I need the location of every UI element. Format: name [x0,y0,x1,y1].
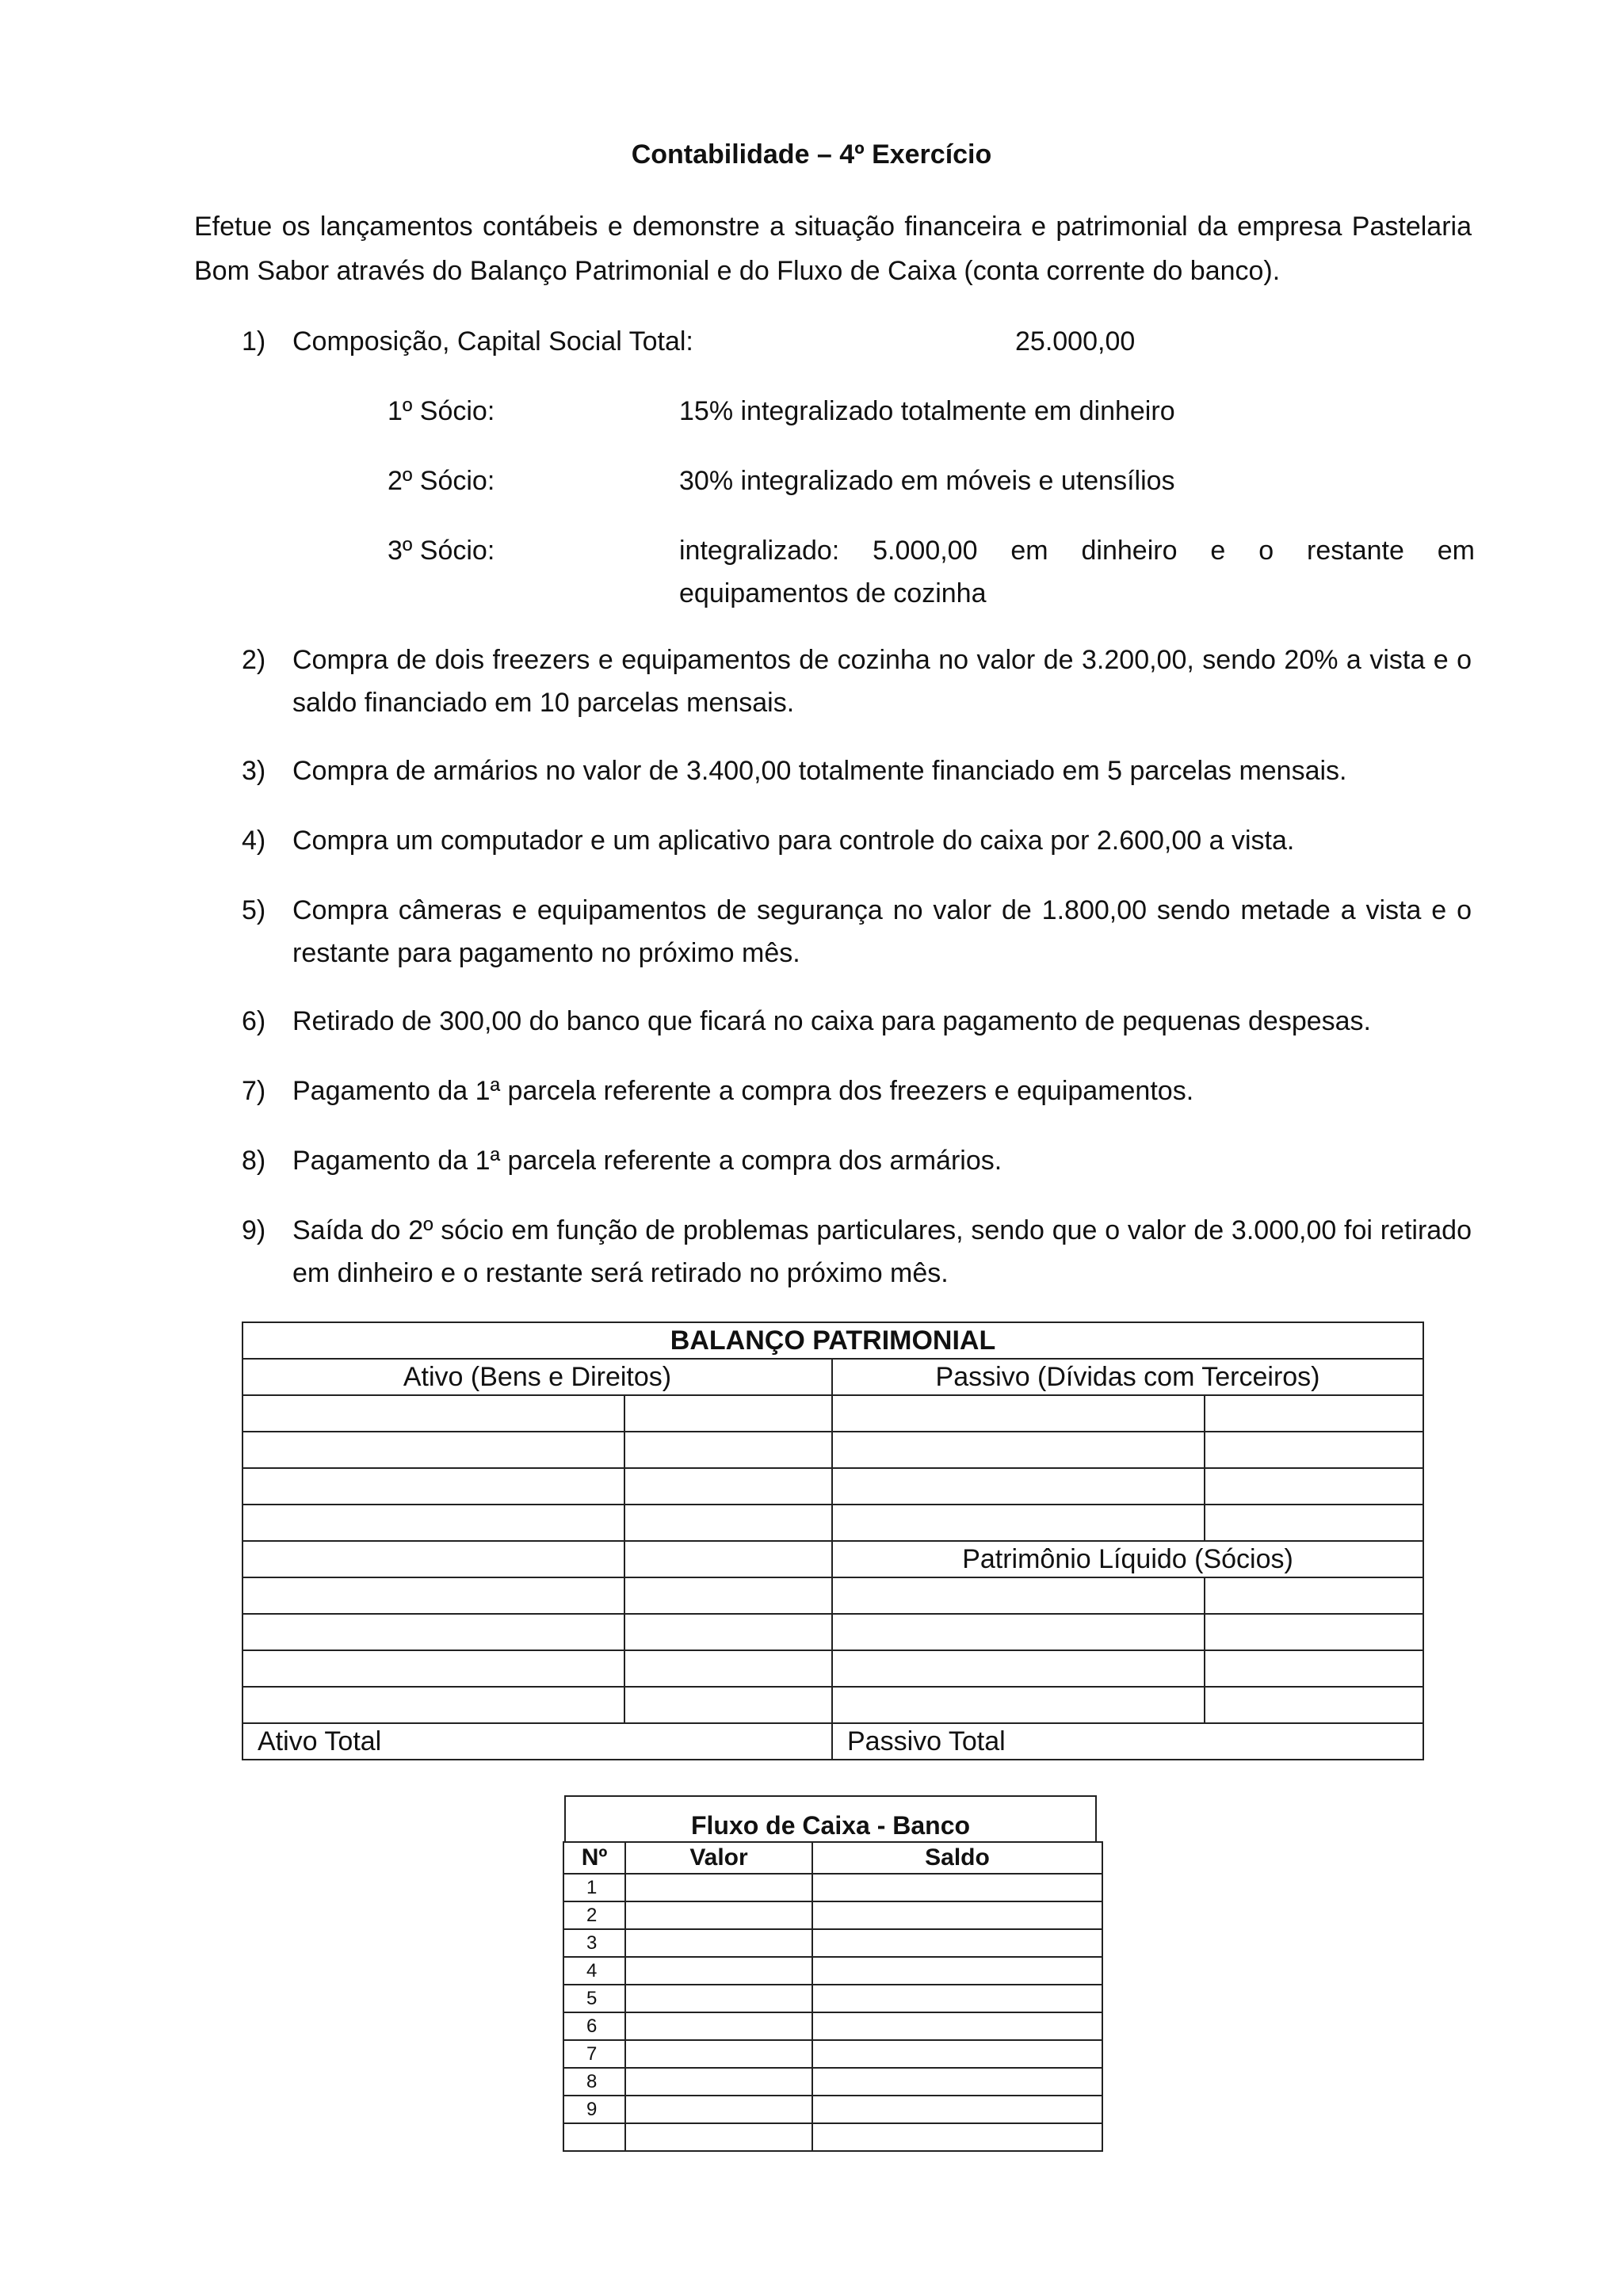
row-number: 4 [563,1957,625,1985]
row-number: 3 [563,1929,625,1957]
item-text: Compra um computador e um aplicativo para controle do caixa por 2.600,00 a vista. [292,826,1295,856]
fluxo-caixa-title: Fluxo de Caixa - Banco [564,1795,1097,1841]
pl-account-cell[interactable] [832,1577,1205,1614]
table-row [563,1957,1102,1985]
ativo-account-cell[interactable] [242,1432,624,1468]
table-row [242,1541,1423,1577]
col-saldo-header: Saldo [812,1842,1102,1874]
item-number: 6) [242,1006,266,1036]
valor-cell[interactable] [625,1929,812,1957]
pl-value-cell[interactable] [1205,1650,1423,1687]
ativo-account-cell[interactable] [242,1468,624,1505]
ativo-account-cell[interactable] [242,1505,624,1541]
passivo-account-cell[interactable] [832,1395,1205,1432]
table-row [242,1505,1423,1541]
valor-cell[interactable] [625,1901,812,1929]
saldo-cell[interactable] [812,1901,1102,1929]
pl-value-cell[interactable] [1205,1687,1423,1723]
item-text: Composição, Capital Social Total: [292,326,693,357]
table-row [563,2068,1102,2096]
item-text: Retirado de 300,00 do banco que ficará no caixa para pagamento de pequenas despesas. [292,1006,1371,1036]
saldo-cell[interactable] [812,2096,1102,2123]
passivo-account-cell[interactable] [832,1505,1205,1541]
item-text: Compra de dois freezers e equipamentos de cozinha no valor de 3.200,00, sendo 20% a vista e o saldo financiado em 10 parcelas mensais. [292,645,1472,718]
partner-desc-line1: integralizado: 5.000,00 em dinheiro e o restante em [679,536,1475,566]
item-text: Pagamento da 1ª parcela referente a compra dos armários. [292,1146,1002,1176]
valor-cell[interactable] [625,2096,812,2123]
saldo-cell[interactable] [812,1957,1102,1985]
table-row [242,1395,1423,1432]
ativo-account-cell[interactable] [242,1541,624,1577]
item-number: 8) [242,1146,266,1176]
row-number: 5 [563,1985,625,2012]
valor-cell[interactable] [625,1985,812,2012]
ativo-value-cell[interactable] [624,1468,832,1505]
table-row [242,1687,1423,1723]
row-number: 6 [563,2012,625,2040]
col-num-header: Nº [563,1842,625,1874]
saldo-cell[interactable] [812,1929,1102,1957]
item-text: Pagamento da 1ª parcela referente a compra dos freezers e equipamentos. [292,1076,1194,1106]
valor-cell[interactable] [625,1957,812,1985]
ativo-header: Ativo (Bens e Direitos) [242,1359,832,1395]
saldo-cell[interactable] [812,1874,1102,1901]
ativo-value-cell[interactable] [624,1687,832,1723]
item-number: 1) [242,326,266,357]
passivo-account-cell[interactable] [832,1432,1205,1468]
page-title: Contabilidade – 4º Exercício [631,139,992,170]
fluxo-caixa-table [563,1841,1103,2152]
passivo-account-cell[interactable] [832,1468,1205,1505]
saldo-cell[interactable] [812,2040,1102,2068]
ativo-value-cell[interactable] [624,1577,832,1614]
table-row [242,1432,1423,1468]
ativo-value-cell[interactable] [624,1614,832,1650]
passivo-value-cell[interactable] [1205,1432,1423,1468]
item-number: 7) [242,1076,266,1106]
row-number: 9 [563,2096,625,2123]
pl-value-cell[interactable] [1205,1577,1423,1614]
col-valor-header: Valor [625,1842,812,1874]
partner-label: 1º Sócio: [388,396,495,426]
intro-paragraph: Efetue os lançamentos contábeis e demonstre a situação financeira e patrimonial da empresa Pastelaria Bom Sabor através do Balanço Patrimonial e do Fluxo de Caixa (conta corrente do banco). [194,212,1472,286]
item-text: Compra câmeras e equipamentos de segurança no valor de 1.800,00 sendo metade a vista e o restante para pagamento no próximo mês. [292,895,1472,968]
row-number: 2 [563,1901,625,1929]
valor-cell[interactable] [625,2040,812,2068]
table-row [563,2012,1102,2040]
table-row [563,1985,1102,2012]
pl-header: Patrimônio Líquido (Sócios) [832,1541,1423,1577]
row-number: 7 [563,2040,625,2068]
balanco-title: BALANÇO PATRIMONIAL [242,1322,1423,1359]
item-number: 4) [242,826,266,856]
valor-cell[interactable] [625,2012,812,2040]
item-number: 3) [242,756,266,786]
capital-value: 25.000,00 [1015,326,1136,357]
table-row [242,1468,1423,1505]
valor-cell[interactable] [625,2123,812,2151]
passivo-value-cell[interactable] [1205,1505,1423,1541]
partner-desc-line2: equipamentos de cozinha [679,578,987,608]
valor-cell[interactable] [625,1874,812,1901]
table-row [563,1929,1102,1957]
table-row [242,1614,1423,1650]
partner-desc: 30% integralizado em móveis e utensílios [679,466,1175,496]
ativo-account-cell[interactable] [242,1577,624,1614]
valor-cell[interactable] [625,2068,812,2096]
table-row [563,1874,1102,1901]
partner-desc [679,529,1475,615]
balanco-patrimonial-table [242,1322,1424,1760]
ativo-value-cell[interactable] [624,1432,832,1468]
table-row [242,1577,1423,1614]
partner-label: 3º Sócio: [388,536,495,566]
item-number: 5) [242,895,266,925]
pl-value-cell[interactable] [1205,1614,1423,1650]
passivo-value-cell[interactable] [1205,1395,1423,1432]
table-row [563,2040,1102,2068]
passivo-total: Passivo Total [832,1723,1423,1760]
ativo-account-cell[interactable] [242,1687,624,1723]
passivo-value-cell[interactable] [1205,1468,1423,1505]
row-number: 8 [563,2068,625,2096]
partner-label: 2º Sócio: [388,466,495,496]
table-row [563,2123,1102,2151]
item-number: 2) [242,645,266,675]
table-row [563,1901,1102,1929]
passivo-header: Passivo (Dívidas com Terceiros) [832,1359,1423,1395]
ativo-value-cell[interactable] [624,1541,832,1577]
ativo-total: Ativo Total [242,1723,832,1760]
partner-desc: 15% integralizado totalmente em dinheiro [679,396,1175,426]
saldo-cell[interactable] [812,2012,1102,2040]
row-number: 1 [563,1874,625,1901]
table-row [242,1650,1423,1687]
row-number [563,2123,625,2151]
item-number: 9) [242,1215,266,1245]
ativo-account-cell[interactable] [242,1614,624,1650]
ativo-value-cell[interactable] [624,1650,832,1687]
saldo-cell[interactable] [812,1985,1102,2012]
saldo-cell[interactable] [812,2068,1102,2096]
pl-account-cell[interactable] [832,1650,1205,1687]
item-text: Compra de armários no valor de 3.400,00 totalmente financiado em 5 parcelas mensais. [292,756,1347,786]
saldo-cell[interactable] [812,2123,1102,2151]
ativo-value-cell[interactable] [624,1505,832,1541]
pl-account-cell[interactable] [832,1614,1205,1650]
ativo-account-cell[interactable] [242,1395,624,1432]
ativo-value-cell[interactable] [624,1395,832,1432]
table-row [563,2096,1102,2123]
item-text: Saída do 2º sócio em função de problemas particulares, sendo que o valor de 3.000,00 foi retirado em dinheiro e o restante será retirado no próximo mês. [292,1215,1472,1288]
pl-account-cell[interactable] [832,1687,1205,1723]
ativo-account-cell[interactable] [242,1650,624,1687]
